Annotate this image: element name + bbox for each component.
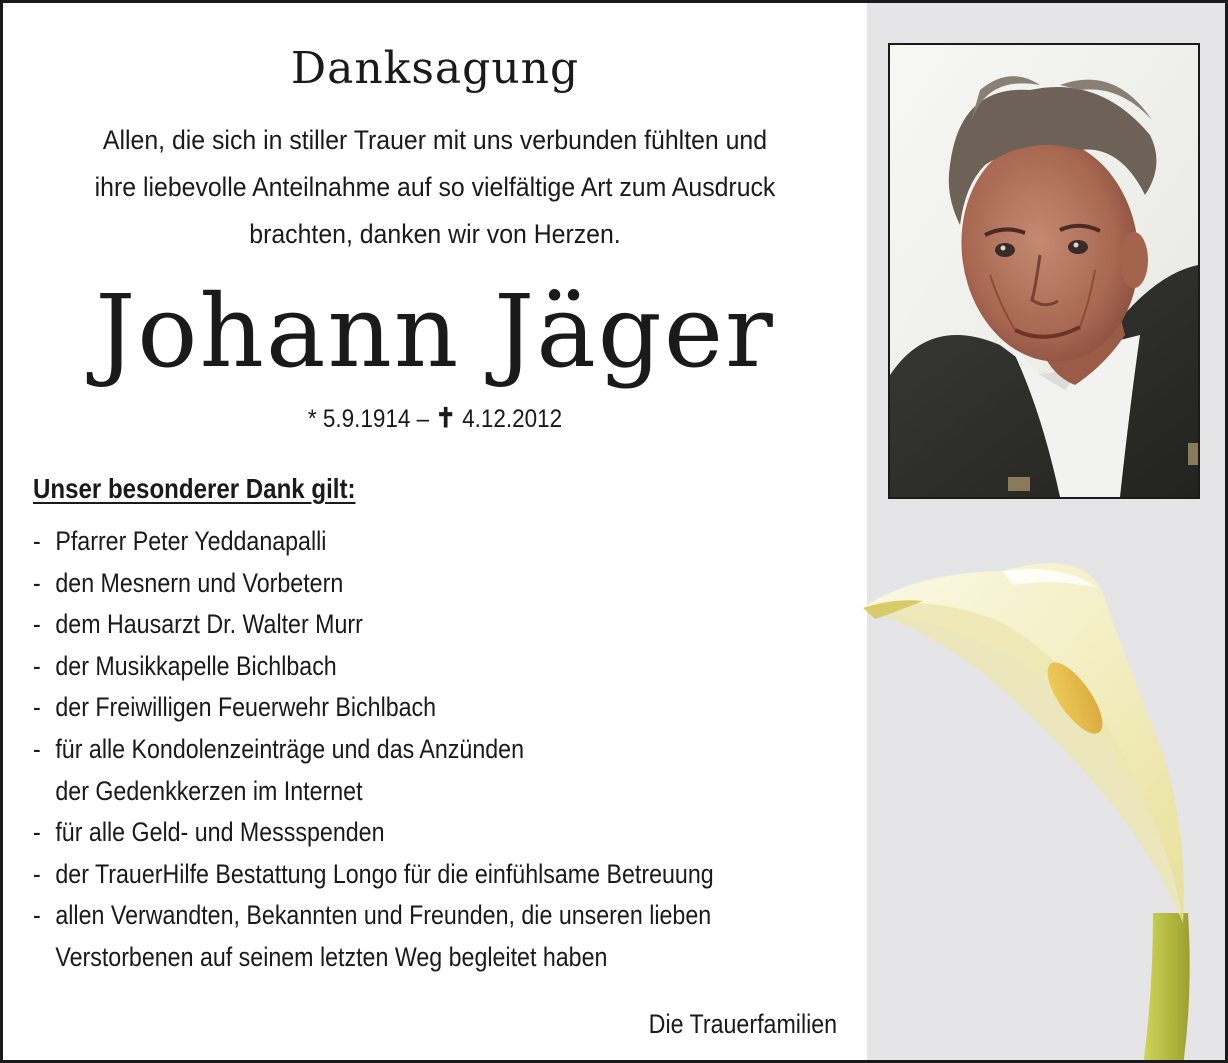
list-item — [33, 521, 738, 563]
list-item — [33, 604, 738, 646]
list-item — [33, 646, 738, 688]
list-item — [33, 854, 738, 896]
list-item-text: für alle Kondolenzeinträge und das Anzünden — [55, 733, 524, 764]
list-item — [33, 729, 738, 812]
list-dash: - — [33, 650, 41, 681]
list-item — [33, 687, 738, 729]
cross-icon: ✝ — [435, 403, 456, 433]
thanks-list — [33, 521, 738, 979]
list-item — [33, 812, 738, 854]
list-dash: - — [33, 733, 41, 764]
calla-lily-image — [853, 553, 1228, 1063]
list-dash: - — [33, 817, 41, 848]
notice-heading: Danksagung — [290, 43, 580, 94]
list-dash: - — [33, 609, 41, 640]
list-dash: - — [33, 858, 41, 889]
flower-illustration — [853, 553, 1228, 1063]
portrait-photo — [888, 43, 1200, 499]
list-item-text: allen Verwandten, Bekannten und Freunden, die unseren lieben — [55, 900, 712, 931]
section-title: Unser besonderer Dank gilt: — [33, 473, 356, 504]
list-item-text: der Freiwilligen Feuerwehr Bichlbach — [55, 692, 437, 723]
intro-line: brachten, danken wir von Herzen. — [249, 219, 621, 249]
death-date: 4.12.2012 — [462, 405, 563, 433]
list-item — [33, 895, 738, 978]
list-dash: - — [33, 692, 41, 723]
list-dash: - — [33, 526, 41, 556]
portrait-illustration — [890, 45, 1198, 497]
list-item-text: der Gedenkkerzen im Internet — [55, 775, 363, 806]
intro-line: Allen, die sich in stiller Trauer mit uns verbunden fühlten und — [102, 125, 768, 155]
list-item — [33, 563, 738, 605]
intro-text — [38, 117, 833, 258]
list-item-text: dem Hausarzt Dr. Walter Murr — [55, 609, 363, 640]
list-item-text: für alle Geld- und Messspenden — [55, 817, 385, 848]
deceased-name: Johann Jäger — [95, 273, 775, 390]
list-item-text: den Mesnern und Vorbetern — [55, 567, 344, 598]
closing-signature: Die Trauerfamilien — [648, 1009, 837, 1039]
list-item-text: Pfarrer Peter Yeddanapalli — [55, 526, 327, 556]
list-dash: - — [33, 567, 41, 598]
birth-date: * 5.9.1914 – — [307, 405, 430, 433]
list-item-text: der TrauerHilfe Bestattung Longo für die einfühlsame Betreuung — [55, 858, 714, 889]
intro-line: ihre liebevolle Anteilnahme auf so vielfältige Art zum Ausdruck — [94, 172, 776, 202]
list-dash: - — [33, 900, 41, 931]
list-item-text: der Musikkapelle Bichlbach — [55, 650, 337, 681]
life-dates — [46, 403, 824, 434]
list-item-text: Verstorbenen auf seinem letzten Weg begleitet haben — [55, 941, 608, 972]
